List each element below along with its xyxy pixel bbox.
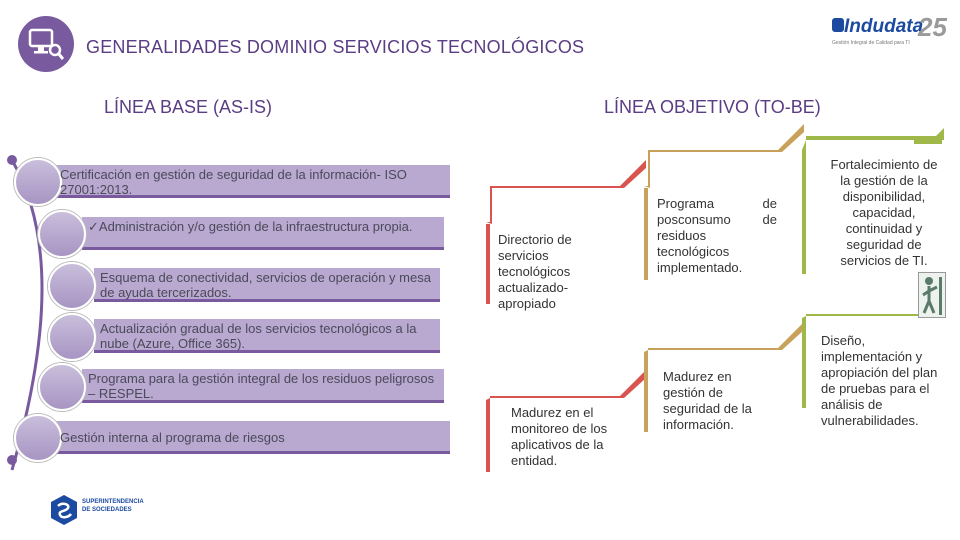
person-climbing-icon xyxy=(918,272,946,318)
supersociedades-wordmark xyxy=(82,498,144,514)
as-is-item-1: Certificación en gestión de seguridad de la información- ISO 27001:2013. xyxy=(60,167,407,197)
org-line-2: DE SOCIEDADES xyxy=(82,507,132,513)
to-be-upper-3: Fortalecimiento de la gestión de la disponibilidad, capacidad, continuidad y seguridad de servicios de TI. xyxy=(830,157,938,268)
brand-tagline: Gestión Integral de Calidad para TI xyxy=(832,40,910,46)
to-be-heading: LÍNEA OBJETIVO (TO-BE) xyxy=(604,97,821,117)
as-is-item-6: Gestión interna al programa de riesgos xyxy=(60,430,285,445)
org-line-1: SUPERINTENDENCIA xyxy=(82,499,144,505)
to-be-lower-2: Madurez en gestión de seguridad de la información. xyxy=(663,369,752,432)
as-is-item-4: Actualización gradual de los servicios tecnológicos a la nube (Azure, Office 365). xyxy=(100,321,417,351)
as-is-item-3: Esquema de conectividad, servicios de operación y mesa de ayuda tercerizados. xyxy=(100,270,431,300)
to-be-lower-3: Diseño, implementación y apropiación del plan de pruebas para el análisis de vulnerabilidades. xyxy=(821,333,938,428)
to-be-upper-1: Directorio de servicios tecnológicos actualizado-apropiado xyxy=(498,232,572,311)
as-is-heading: LÍNEA BASE (AS-IS) xyxy=(104,97,273,117)
to-be-lower-1: Madurez en el monitoreo de los aplicativos de la entidad. xyxy=(511,405,608,468)
brand-name: Indudata xyxy=(844,16,924,37)
brand-anniversary: 25 xyxy=(918,12,947,42)
page-title: GENERALIDADES DOMINIO SERVICIOS TECNOLÓGICOS xyxy=(86,37,585,57)
supersociedades-logo-icon xyxy=(50,494,78,526)
as-is-item-2: ✓Administración y/o gestión de la infraestructura propia. xyxy=(88,219,413,234)
to-be-upper-2: Programa de posconsumo de residuos tecnológicos implementado. xyxy=(657,196,777,275)
as-is-item-5: Programa para la gestión integral de los residuos peligrosos – RESPEL. xyxy=(88,371,435,401)
